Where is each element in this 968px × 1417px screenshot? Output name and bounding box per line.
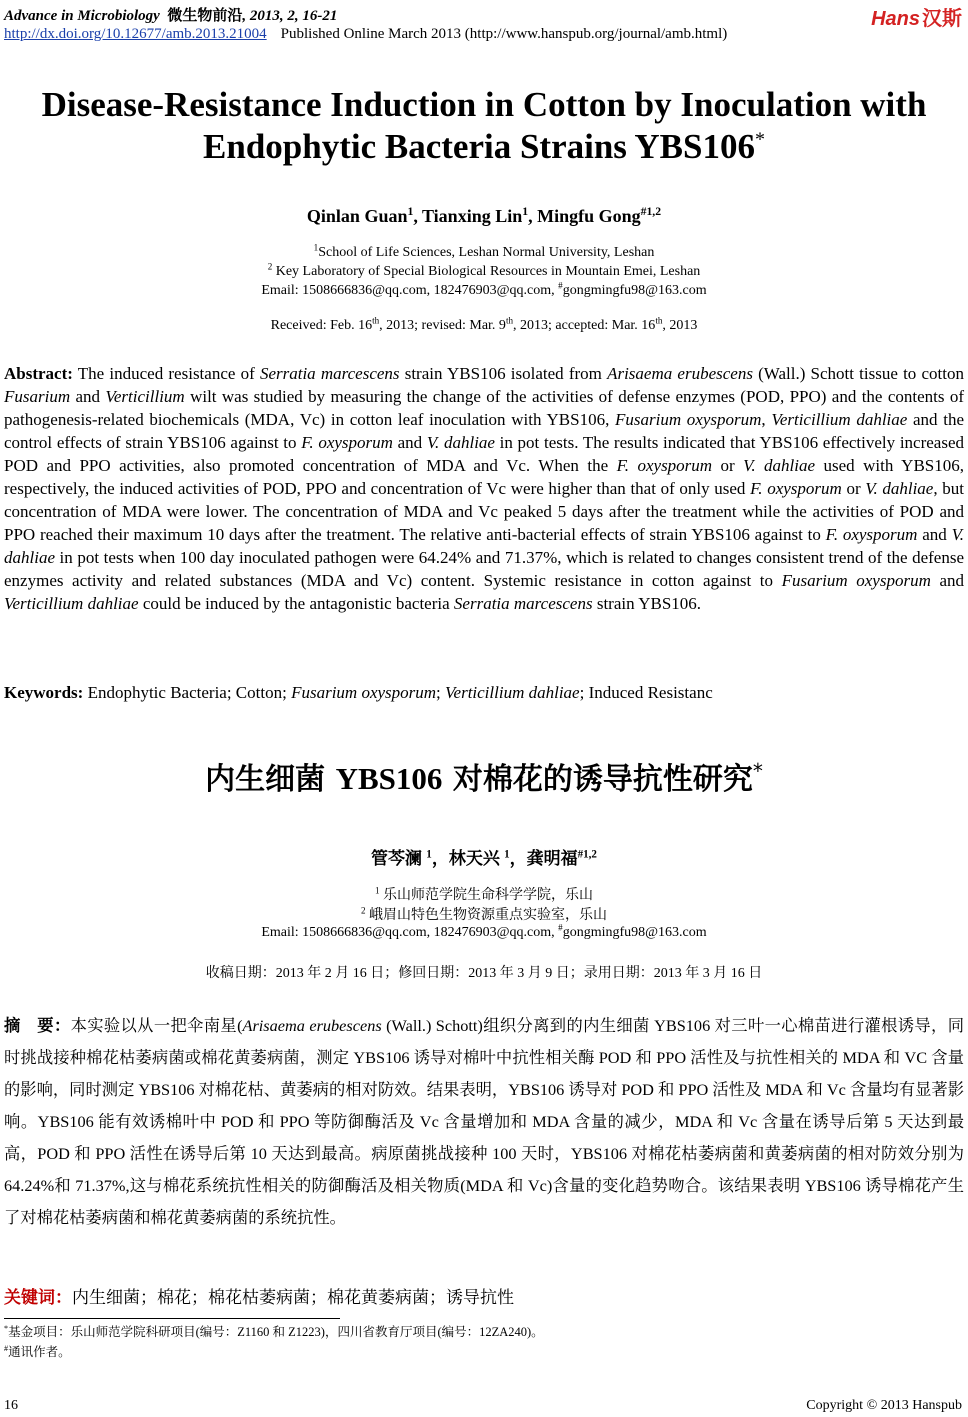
kw-k3: ; [436,683,446,702]
author-3-sup: #1,2 [640,205,662,218]
published-online: Published Online March 2013 (http://www.hanspub.org/journal/amb.html) [280,26,728,42]
abs-i14: V. dahliae [4,525,965,567]
keywords-cn-label: 关键词： [4,1288,72,1308]
keywords-en [4,683,964,703]
abs-i13: F. oxysporum [825,525,918,544]
received-s2: th [505,315,514,326]
email-en [0,280,968,299]
abs-i4: Verticillium [105,387,185,406]
author-1: Qinlan Guan [306,206,408,226]
abs-i9: F. oxysporum [616,456,713,475]
abs-t4: and [70,387,106,406]
affiliation-en-1 [0,242,968,261]
journal-name-en: Advance in Microbiology [4,8,160,24]
abs-t6: , [761,410,772,429]
author-cn-3-sup: #1,2 [577,848,597,861]
hanspub-logo [871,2,962,31]
received-s1: th [372,315,380,326]
author-cn-2-sup: 1 [504,848,510,861]
abstract-en [4,362,964,615]
journal-header [4,4,337,25]
author-cn-3: 龚明福 [526,849,578,868]
title-cn-t2: YBS106 [335,761,443,796]
abstract-cn [4,1010,964,1234]
abstract-cn-label: 摘 要： [4,1016,71,1035]
received-p4: , 2013 [662,318,698,333]
abs-i11: F. oxysporum [750,479,842,498]
email-text-a: Email: 1508666836@qq.com, 182476903@qq.com, [261,283,559,298]
fn2-mark: # [4,1343,9,1353]
kw-k2: Fusarium oxysporum [291,683,437,702]
email-text-b: gongmingfu98@163.com [562,283,707,298]
affiliation-cn-1 [0,884,968,904]
abs-t10: or [712,456,744,475]
received-p2: , 2013; revised: Mar. 9 [379,318,506,333]
authors-en: Qinlan Guan$^1$, Tianxing Lin$^1$, Mingfu Gong$^{\#1,2}$ [306,205,662,226]
author-cn-2: 林天兴 [448,849,505,868]
author-cn-1: 管芩澜 [371,849,427,868]
keywords-cn-text: 内生细菌；棉花；棉花枯萎病菌；棉花黄萎病菌；诱导抗性 [72,1288,514,1307]
abs-i5: Fusarium oxysporum [615,410,762,429]
aff-cn2-text: 峨眉山特色生物资源重点实验室，乐山 [365,908,608,923]
journal-name-cn: 微生物前沿 [167,8,243,24]
abs-t18: strain YBS106. [592,594,702,613]
affiliation-en-2 [0,261,968,280]
email-mark: # [558,280,563,291]
abs-cn-t1: 本实验以从一把伞南星( [70,1016,243,1035]
aff-cn1-text: 乐山师范学院生命科学学院，乐山 [379,888,594,903]
logo-text-cn: 汉斯 [922,8,962,30]
author-1-sup: 1 [407,205,414,218]
author-cn-sep1: ， [431,849,449,868]
abs-cn-t2: (Wall.) Schott)组织分离到的内生细菌 YBS106 对三叶一心棉苗进行灌根诱导，同时挑战接种棉花枯萎病菌或棉花黄萎病菌，测定 YBS106 诱导对棉叶中抗性相关酶 POD 和 PPO 活性及与抗性相关的 MDA 和 VC 含量的影响，同时测定 YBS106 对棉花枯、黄萎病的相对防效。结果表明，YBS106 诱导对 POD 和 PPO 活性及 MDA 和 Vc 含量均有显著影响。YBS106 能有效诱棉叶中 POD 和 PPO 等防御酶活及 Vc 含量增加和 MDA 含量的减少，MDA 和 Vc 含量在诱导后第 5 天达到最高，POD 和 PPO 活性在诱导后第 10 天达到最高。病原菌挑战接种 100 天时，YBS106 对棉花枯萎病菌和黄萎病菌的相对防效分别为 64.24%和 71.37%,这与棉花系统抗性相关的防御酶活及相关物质(MDA 和 Vc)含量的变化趋势吻合。该结果表明 YBS106 诱导棉花产生了对棉花枯萎病菌和棉花黄萎病菌的系统抗性。 [4,1016,964,1227]
aff2-text: Key Laboratory of Special Biological Resources in Mountain Emei, Leshan [272,264,701,279]
title-cn-t3: 对棉花的诱导抗性研究 [442,762,753,797]
abs-i2: Arisaema erubescens [607,364,753,383]
abs-t13: , but concentration of MDA were lower. The concentration of MDA and Vc peaked 5 days after the treatment while the activities of POD and PPO reached their maximum 10 days after the treatment. The relative anti-bacterial effects of strain YBS106 against to [4,479,964,544]
doi-line [4,26,727,43]
title-en-mark: * [754,128,765,151]
abstract-label: Abstract: [4,364,73,383]
aff2-sup: 2 [267,261,273,272]
received-p1: Received: Feb. 16 [270,318,373,333]
footnote-funding [4,1322,544,1340]
received-dates-cn: 收稿日期：2013 年 2 月 16 日；修回日期：2013 年 3 月 9 日；录用日期：2013 年 3 月 16 日 [205,966,763,981]
paper-title-en [0,84,968,168]
aff1-sup: 1 [313,242,319,253]
kw-k1: Endophytic Bacteria; Cotton; [83,683,292,702]
kw-k5: ; Induced Resistanc [579,683,713,702]
email-cn-b: gongmingfu98@163.com [562,925,707,940]
fn2-text: 通讯作者。 [8,1345,71,1359]
abs-i10: V. dahliae [743,456,816,475]
abs-t15: in pot tests when 100 day inoculated pathogen were 64.24% and 71.37%, which is related to changes consistent trend of the defense enzymes activity and related substances (MDA and Vc) content. Systemic resistance in cotton against to [4,548,964,590]
abs-t16: and [930,571,965,590]
abs-t11: used with YBS106, respectively, the induced activities of POD, PPO and concentration of Vc were higher than that of only used [4,456,964,498]
keywords-cn [4,1283,514,1308]
abs-t9: in pot tests. The results indicated that YBS106 effectively increased POD and PPO activities, also promoted concentration of MDA and Vc. When the [4,433,965,475]
affiliation-cn-2 [0,904,968,924]
abs-i15: Fusarium oxysporum [781,571,931,590]
author-2: Tianxing Lin [422,206,523,226]
footnote-divider [4,1318,340,1319]
abs-t12: or [841,479,866,498]
title-en-line1: Disease-Resistance Induction in Cotton by Inoculation with [41,85,927,124]
fn1-text: 基金项目：乐山师范学院科研项目(编号：Z1160 和 Z1223)，四川省教育厅项目(编号：12ZA240)。 [8,1325,544,1339]
received-dates-en [0,315,968,334]
logo-text: Hans [871,8,920,30]
kw-k4: Verticillium dahliae [445,683,580,702]
abs-i17: Serratia marcescens [453,594,593,613]
abs-i12: V. dahliae [865,479,934,498]
abs-i16: Verticillium dahliae [4,594,139,613]
abs-t3: (Wall.) Schott tissue to cotton [752,364,964,383]
aff-cn1-sup: 1 [374,885,380,896]
abs-t5: wilt was studied by measuring the change of the activities of defense enzymes (POD, PPO) and the contents of pathogenesis-related biochemicals (MDA, Vc) in cotton leaf inoculation with YBS106, [4,387,964,429]
abs-t8: and [392,433,427,452]
title-en-line2: Endophytic Bacteria Strains YBS106 [203,127,755,166]
fn1-mark: * [4,1323,9,1333]
abs-i1: Serratia marcescens [259,364,400,383]
abs-t1: The induced resistance of [72,364,260,383]
authors-cn [0,844,968,869]
title-cn-mark: * [752,759,763,783]
abs-i7: F. oxysporum [301,433,393,452]
abs-t14: and [917,525,952,544]
abs-t2: strain YBS106 isolated from [399,364,608,383]
email-cn-a: Email: 1508666836@qq.com, 182476903@qq.com, [261,925,559,940]
author-3: Mingfu Gong [537,206,641,226]
author-cn-1-sup: 1 [426,848,432,861]
email-cn [0,922,968,941]
author-2-sup: 1 [522,205,529,218]
footnote-corresponding [4,1342,71,1360]
abs-cn-i1: Arisaema erubescens [242,1016,382,1035]
paper-title-cn [0,754,968,798]
received-s3: th [655,315,663,326]
abs-i3: Fusarium [4,387,71,406]
abs-t17: could be induced by the antagonistic bacteria [138,594,454,613]
author-cn-sep2: ， [509,849,527,868]
volume-info: , 2013, 2, 16-21 [242,8,338,24]
copyright: Copyright © 2013 Hanspub [806,1398,962,1413]
email-cn-mark: # [558,922,563,933]
abs-i6: Verticillium dahliae [771,410,908,429]
abs-i8: V. dahliae [426,433,495,452]
keywords-label: Keywords: [4,683,84,702]
aff-cn2-sup: 2 [360,905,366,916]
aff1-text: School of Life Sciences, Leshan Normal University, Leshan [318,245,655,260]
doi-link[interactable]: http://dx.doi.org/10.12677/amb.2013.21004 [4,26,267,42]
abs-t7: and the control effects of strain YBS106 against to [4,410,964,452]
page-number: 16 [4,1398,18,1413]
title-cn-t1: 内生细菌 [205,762,336,797]
received-p3: , 2013; accepted: Mar. 16 [513,318,656,333]
